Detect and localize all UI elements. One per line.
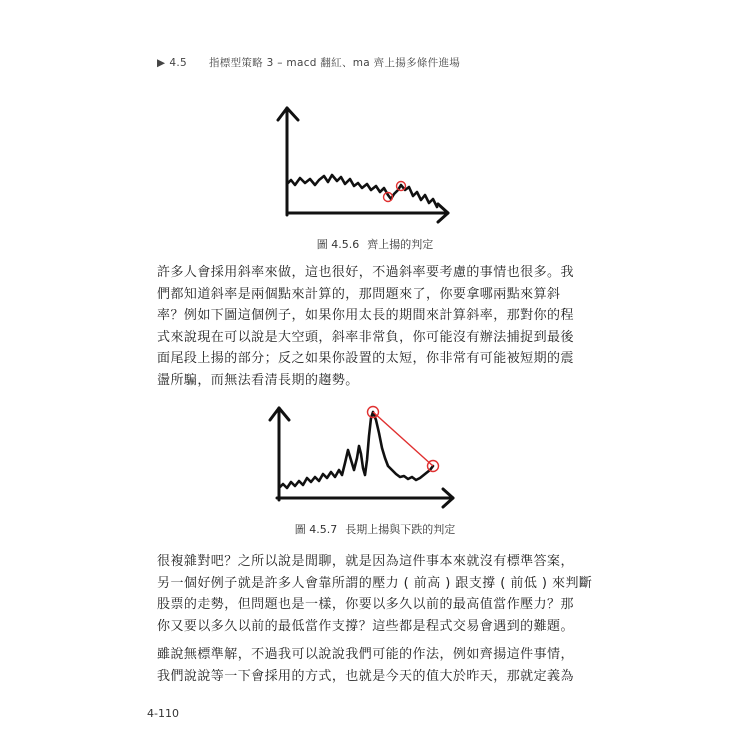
paragraph-2-line: 很複雜對吧？之所以說是閒聊，就是因為這件事本來就沒有標準答案， [157,554,574,569]
paragraph-1-line: 許多人會採用斜率來做，這也很好，不過斜率要考慮的事情也很多。我 [157,265,574,280]
paragraph-3-line: 我們說說等一下會採用的方式，也就是今天的值大於昨天，那就定義為 [157,668,574,684]
paragraph-2-line: 你又要以多久以前的最低當作支撐？這些都是程式交易會遇到的難題。 [157,618,574,634]
figure-2-caption [0,521,750,537]
paragraph-1 [157,262,587,391]
figure-4-5-7-sketch [265,398,465,510]
paragraph-1-line: 面尾段上揚的部分；反之如果你設置的太短，你非常有可能被短期的震 [157,351,574,366]
section-arrow-icon: ▶ [157,57,166,69]
figure-1-number: 圖 4.5.6 [316,238,360,251]
figure-2-number: 圖 4.5.7 [294,523,338,536]
figure-1-caption [0,236,750,252]
paragraph-2-line: 另一個好例子就是許多人會靠所謂的壓力 ( 前高 ) 跟支撐 ( 前低 ) 來判斷 [157,575,593,591]
section-title: 指標型策略 3 – macd 翻紅、ma 齊上揚多條件進場 [208,57,461,69]
paragraph-3 [157,644,587,687]
paragraph-3-line: 雖說無標準解，不過我可以說說我們可能的作法，例如齊揚這件事情， [157,647,574,662]
figure-4-5-6-sketch [270,100,460,225]
paragraph-1-line: 盪所騙，而無法看清長期的趨勢。 [157,372,359,388]
figure-2-title: 長期上揚與下跌的判定 [345,523,456,536]
paragraph-1-line: 式來說現在可以說是大空頭，斜率非常負，你可能沒有辦法捕捉到最後 [157,329,574,345]
paragraph-1-line: 們都知道斜率是兩個點來計算的，那問題來了，你要拿哪兩點來算斜 [157,286,561,302]
paragraph-2 [157,551,593,637]
running-header [157,55,460,70]
figure-1-title: 齊上揚的判定 [367,238,434,251]
page-number: 4-110 [147,707,179,720]
paragraph-1-line: 率？例如下圖這個例子，如果你用太長的期間來計算斜率，那對你的程 [157,308,574,323]
downtrend-line [373,412,433,466]
price-line [279,412,433,488]
section-number: 4.5 [169,57,187,69]
paragraph-2-line: 股票的走勢，但問題也是一樣，你要以多久以前的最高值當作壓力？那 [157,597,574,612]
price-line [287,175,437,207]
